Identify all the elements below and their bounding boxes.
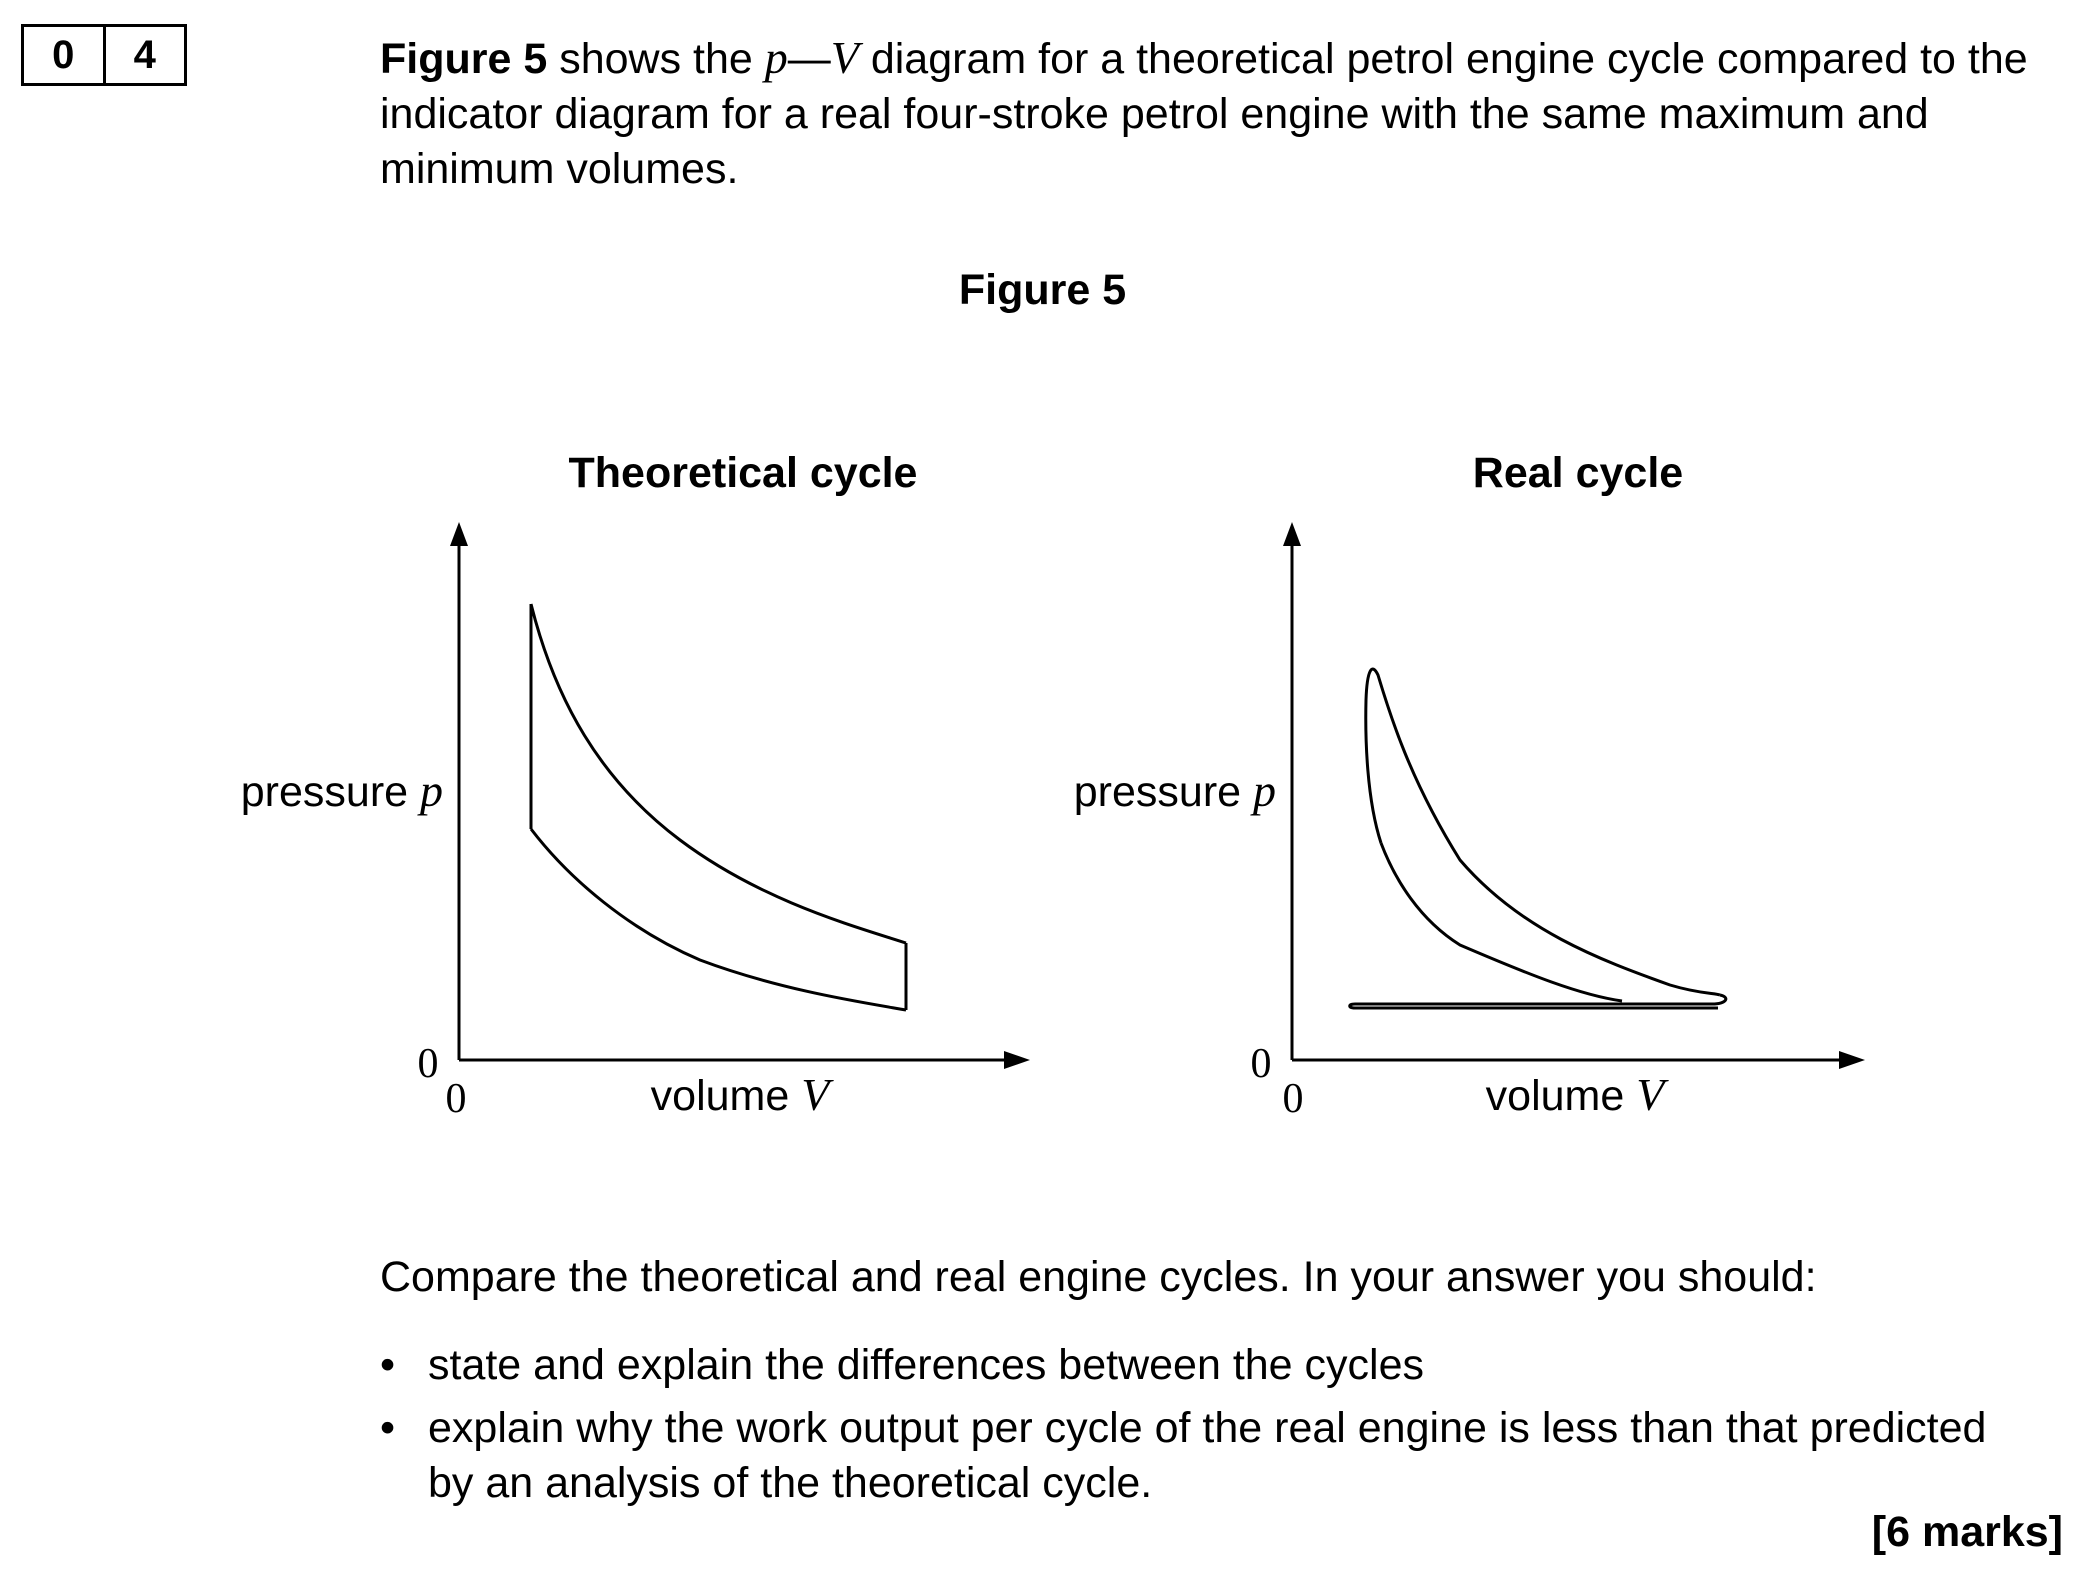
x-axis-arrow — [1839, 1051, 1865, 1069]
intro-text-b: diagram for a theoretical petrol engine cycle compared to the indicator diagram for a real four-stroke petrol engine with the same maximum and minimum volumes. — [380, 35, 2028, 193]
bullet-icon: • — [380, 1404, 396, 1452]
question-number-digit: 0 — [52, 32, 75, 77]
origin-x-label: 0 — [445, 1076, 467, 1122]
intro-dash: — — [787, 35, 831, 83]
x-axis-label-text: volume — [650, 1072, 802, 1120]
origin-x-label: 0 — [1282, 1076, 1304, 1122]
bullet-text: state and explain the differences between the cycles — [428, 1341, 1425, 1389]
theoretical-cycle-chart — [241, 449, 1030, 1122]
x-axis-label — [1486, 1069, 1670, 1120]
real-cycle-chart — [1074, 449, 1865, 1122]
x-axis-arrow — [1004, 1051, 1030, 1069]
origin-y-label: 0 — [417, 1041, 439, 1087]
theoretical-compression-curve — [531, 829, 906, 1010]
list-item — [380, 1338, 2020, 1393]
x-axis-label-var: V — [1636, 1069, 1665, 1120]
y-axis-label-text: pressure — [240, 768, 420, 816]
question-number-digit: 4 — [103, 27, 185, 83]
origin-y-label: 0 — [1250, 1041, 1272, 1087]
y-axis-arrow — [1283, 522, 1301, 546]
chart-title: Real cycle — [1472, 449, 1684, 497]
real-compression-curve — [1381, 843, 1622, 1001]
y-axis-label-var: p — [420, 765, 443, 816]
x-axis-label — [651, 1069, 835, 1120]
y-axis-label-text: pressure — [1073, 768, 1253, 816]
x-axis-label-var: V — [801, 1069, 830, 1120]
real-expansion-curve — [1366, 669, 1720, 995]
bullet-text: explain why the work output per cycle of the real engine is less than that predicted by an analysis of the theoretical cycle. — [428, 1404, 1987, 1507]
y-axis-label-var: p — [1253, 765, 1276, 816]
list-item — [380, 1401, 2020, 1511]
theoretical-expansion-curve — [531, 604, 906, 943]
figure-reference: Figure 5 — [380, 35, 548, 83]
x-axis-label-text: volume — [1485, 1072, 1637, 1120]
bullet-icon: • — [380, 1341, 396, 1389]
marks-label: [6 marks] — [1871, 1508, 2063, 1556]
answer-prompt: Compare the theoretical and real engine cycles. In your answer you should: — [380, 1253, 1817, 1301]
intro-text-a: shows the — [547, 35, 765, 83]
y-axis-label — [241, 765, 443, 816]
real-pumping-loop — [1350, 995, 1726, 1008]
y-axis-arrow — [450, 522, 468, 546]
variable-p: p — [764, 32, 788, 83]
y-axis-label — [1074, 765, 1276, 816]
figure-caption: Figure 5 — [958, 266, 1127, 314]
chart-title: Theoretical cycle — [568, 449, 918, 497]
bullet-list — [380, 1338, 2020, 1519]
variable-v: V — [830, 32, 859, 83]
